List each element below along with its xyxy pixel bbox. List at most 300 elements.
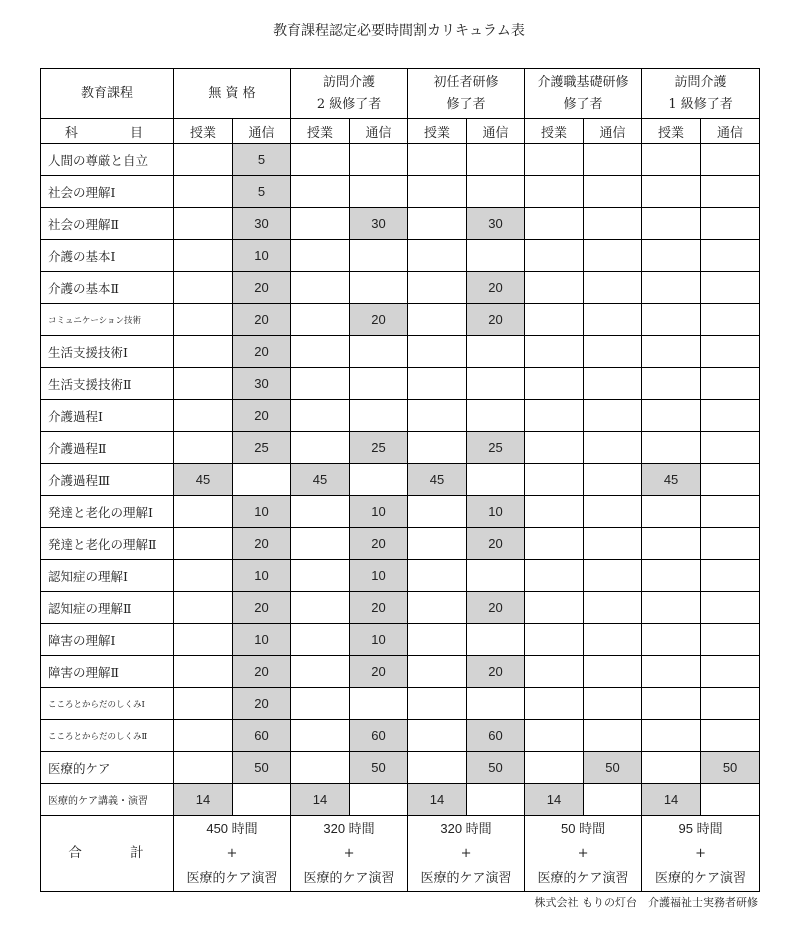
lecture-hours-cell <box>291 368 350 400</box>
lecture-hours-cell <box>642 400 701 432</box>
total-note: 医療的ケア演習 <box>420 871 512 886</box>
correspondence-hours-cell <box>584 400 642 432</box>
correspondence-header: 通信 <box>467 119 525 144</box>
table-row <box>41 720 760 752</box>
correspondence-hours-cell <box>584 432 642 464</box>
lecture-hours-cell <box>642 208 701 240</box>
lecture-hours-cell <box>525 432 584 464</box>
correspondence-hours-cell: 25 <box>233 432 291 464</box>
lecture-hours-cell <box>408 176 467 208</box>
correspondence-hours-cell <box>467 240 525 272</box>
lecture-hours-cell <box>174 336 233 368</box>
correspondence-hours-cell <box>584 464 642 496</box>
total-note: 医療的ケア演習 <box>303 871 395 886</box>
correspondence-hours-cell <box>701 368 760 400</box>
correspondence-hours-cell <box>350 784 408 816</box>
correspondence-hours-cell <box>701 208 760 240</box>
lecture-hours-cell <box>408 304 467 336</box>
correspondence-hours-cell <box>701 624 760 656</box>
lecture-hours-cell <box>291 176 350 208</box>
correspondence-hours-cell <box>701 304 760 336</box>
correspondence-hours-cell: 20 <box>350 592 408 624</box>
lecture-hours-cell <box>642 176 701 208</box>
lecture-hours-cell <box>525 720 584 752</box>
correspondence-hours-cell <box>584 560 642 592</box>
lecture-hours-cell: 14 <box>408 784 467 816</box>
lecture-hours-cell <box>174 432 233 464</box>
lecture-hours-cell <box>525 528 584 560</box>
lecture-hours-cell <box>174 272 233 304</box>
lecture-header: 授業 <box>642 119 701 144</box>
lecture-hours-cell <box>291 560 350 592</box>
lecture-hours-cell <box>408 592 467 624</box>
subject-cell: コミュニケーション技術 <box>41 304 174 336</box>
lecture-hours-cell <box>525 144 584 176</box>
total-hours: 95 時間 <box>678 821 723 836</box>
correspondence-hours-cell <box>584 240 642 272</box>
table-row <box>41 144 760 176</box>
lecture-hours-cell <box>174 688 233 720</box>
subject-cell: 医療的ケア <box>41 752 174 784</box>
correspondence-hours-cell <box>350 688 408 720</box>
lecture-hours-cell <box>174 656 233 688</box>
correspondence-hours-cell <box>701 656 760 688</box>
subject-cell: こころとからだのしくみⅠ <box>41 688 174 720</box>
table-row <box>41 656 760 688</box>
correspondence-hours-cell: 20 <box>233 656 291 688</box>
correspondence-header: 通信 <box>350 119 408 144</box>
correspondence-hours-cell: 25 <box>350 432 408 464</box>
total-cell <box>291 816 408 892</box>
subject-cell: 介護の基本Ⅱ <box>41 272 174 304</box>
lecture-hours-cell: 45 <box>174 464 233 496</box>
lecture-hours-cell <box>642 720 701 752</box>
correspondence-hours-cell <box>701 432 760 464</box>
lecture-hours-cell <box>291 400 350 432</box>
group-header-line2: 修了者 <box>563 96 603 112</box>
correspondence-hours-cell: 20 <box>467 592 525 624</box>
lecture-hours-cell <box>408 208 467 240</box>
total-hours: 450 時間 <box>206 821 258 836</box>
correspondence-hours-cell: 20 <box>467 304 525 336</box>
lecture-header: 授業 <box>174 119 233 144</box>
correspondence-hours-cell <box>350 368 408 400</box>
table-row <box>41 176 760 208</box>
correspondence-hours-cell <box>701 528 760 560</box>
lecture-hours-cell <box>408 432 467 464</box>
group-header <box>291 69 408 119</box>
table-row <box>41 208 760 240</box>
correspondence-hours-cell: 5 <box>233 176 291 208</box>
lecture-hours-cell <box>174 240 233 272</box>
correspondence-hours-cell <box>584 304 642 336</box>
correspondence-hours-cell <box>233 784 291 816</box>
correspondence-hours-cell: 20 <box>233 528 291 560</box>
lecture-hours-cell: 14 <box>642 784 701 816</box>
subject-cell: 介護の基本Ⅰ <box>41 240 174 272</box>
total-hours: 320 時間 <box>323 821 375 836</box>
correspondence-hours-cell <box>701 592 760 624</box>
lecture-header: 授業 <box>408 119 467 144</box>
lecture-hours-cell <box>291 496 350 528</box>
correspondence-hours-cell <box>701 272 760 304</box>
group-header-line1: 初任者研修 <box>433 74 499 90</box>
lecture-hours-cell: 45 <box>291 464 350 496</box>
lecture-hours-cell <box>525 336 584 368</box>
correspondence-hours-cell <box>233 464 291 496</box>
table-row <box>41 624 760 656</box>
lecture-hours-cell <box>408 656 467 688</box>
group-header-line2: 1 級修了者 <box>668 96 733 112</box>
lecture-hours-cell <box>642 496 701 528</box>
lecture-hours-cell <box>408 144 467 176</box>
correspondence-hours-cell: 30 <box>467 208 525 240</box>
lecture-hours-cell <box>525 560 584 592</box>
correspondence-hours-cell <box>584 656 642 688</box>
lecture-hours-cell <box>642 528 701 560</box>
total-row <box>41 816 760 892</box>
subject-cell: 障害の理解Ⅱ <box>41 656 174 688</box>
correspondence-hours-cell <box>584 528 642 560</box>
correspondence-hours-cell: 20 <box>467 528 525 560</box>
lecture-header: 授業 <box>525 119 584 144</box>
lecture-hours-cell <box>525 752 584 784</box>
subject-cell: 社会の理解Ⅱ <box>41 208 174 240</box>
correspondence-hours-cell: 20 <box>233 336 291 368</box>
lecture-hours-cell <box>642 624 701 656</box>
lecture-hours-cell <box>174 400 233 432</box>
group-header <box>408 69 525 119</box>
correspondence-hours-cell <box>467 368 525 400</box>
lecture-hours-cell <box>174 496 233 528</box>
lecture-hours-cell <box>642 272 701 304</box>
lecture-hours-cell <box>642 368 701 400</box>
header-row <box>41 69 760 119</box>
correspondence-hours-cell <box>467 688 525 720</box>
table-row <box>41 688 760 720</box>
correspondence-hours-cell: 20 <box>233 304 291 336</box>
table-row <box>41 752 760 784</box>
correspondence-hours-cell: 10 <box>233 560 291 592</box>
table-row <box>41 272 760 304</box>
correspondence-hours-cell: 60 <box>467 720 525 752</box>
correspondence-hours-cell <box>350 240 408 272</box>
lecture-hours-cell <box>291 208 350 240</box>
correspondence-hours-cell <box>701 496 760 528</box>
correspondence-hours-cell: 20 <box>467 272 525 304</box>
correspondence-hours-cell <box>350 464 408 496</box>
correspondence-hours-cell <box>701 560 760 592</box>
subject-cell: 生活支援技術Ⅱ <box>41 368 174 400</box>
correspondence-hours-cell <box>467 464 525 496</box>
correspondence-hours-cell: 20 <box>350 304 408 336</box>
correspondence-hours-cell <box>584 496 642 528</box>
correspondence-hours-cell: 20 <box>350 528 408 560</box>
correspondence-hours-cell <box>701 336 760 368</box>
group-header <box>525 69 642 119</box>
correspondence-hours-cell: 50 <box>701 752 760 784</box>
subheader-row <box>41 119 760 144</box>
group-header <box>174 69 291 119</box>
lecture-hours-cell: 14 <box>525 784 584 816</box>
correspondence-hours-cell: 10 <box>350 496 408 528</box>
lecture-hours-cell <box>642 240 701 272</box>
group-header-line2: 修了者 <box>446 96 486 112</box>
lecture-hours-cell <box>642 592 701 624</box>
lecture-hours-cell <box>174 592 233 624</box>
subject-cell: 認知症の理解Ⅱ <box>41 592 174 624</box>
correspondence-hours-cell: 30 <box>233 208 291 240</box>
group-header <box>642 69 760 119</box>
correspondence-hours-cell <box>584 272 642 304</box>
subject-cell: 認知症の理解Ⅰ <box>41 560 174 592</box>
correspondence-hours-cell <box>467 624 525 656</box>
correspondence-hours-cell <box>701 144 760 176</box>
lecture-hours-cell <box>525 240 584 272</box>
correspondence-hours-cell <box>701 464 760 496</box>
lecture-hours-cell <box>174 176 233 208</box>
correspondence-hours-cell <box>350 400 408 432</box>
lecture-hours-cell <box>408 720 467 752</box>
total-plus: + <box>695 846 706 861</box>
table-row <box>41 496 760 528</box>
footer-credit: 株式会社 もりの灯台 介護福祉士実務者研修 <box>534 896 758 909</box>
correspondence-hours-cell: 10 <box>350 624 408 656</box>
lecture-hours-cell <box>525 304 584 336</box>
lecture-hours-cell <box>408 688 467 720</box>
correspondence-hours-cell: 25 <box>467 432 525 464</box>
lecture-hours-cell <box>642 144 701 176</box>
correspondence-hours-cell <box>584 208 642 240</box>
lecture-hours-cell <box>642 752 701 784</box>
subject-cell: 介護過程Ⅲ <box>41 464 174 496</box>
correspondence-hours-cell <box>701 688 760 720</box>
lecture-hours-cell <box>525 208 584 240</box>
lecture-hours-cell <box>525 656 584 688</box>
correspondence-hours-cell <box>350 144 408 176</box>
table-row <box>41 528 760 560</box>
correspondence-hours-cell: 30 <box>350 208 408 240</box>
group-header-line1: 無 資 格 <box>208 85 256 101</box>
lecture-hours-cell <box>642 656 701 688</box>
lecture-hours-cell: 14 <box>291 784 350 816</box>
lecture-hours-cell <box>174 624 233 656</box>
lecture-hours-cell <box>408 496 467 528</box>
correspondence-hours-cell <box>584 336 642 368</box>
correspondence-hours-cell <box>584 720 642 752</box>
table-row <box>41 400 760 432</box>
lecture-hours-cell <box>291 624 350 656</box>
correspondence-hours-cell: 50 <box>467 752 525 784</box>
lecture-hours-cell <box>174 144 233 176</box>
table-row <box>41 368 760 400</box>
correspondence-hours-cell <box>467 560 525 592</box>
lecture-hours-cell <box>291 336 350 368</box>
lecture-hours-cell <box>408 752 467 784</box>
table-row <box>41 304 760 336</box>
total-cell <box>174 816 291 892</box>
correspondence-hours-cell <box>467 336 525 368</box>
group-header-line1: 介護職基礎研修 <box>537 74 629 90</box>
lecture-hours-cell <box>525 176 584 208</box>
subject-cell: 医療的ケア講義・演習 <box>41 784 174 816</box>
curriculum-table <box>40 68 760 892</box>
lecture-hours-cell <box>525 272 584 304</box>
correspondence-hours-cell: 50 <box>350 752 408 784</box>
lecture-hours-cell <box>408 336 467 368</box>
lecture-hours-cell <box>408 240 467 272</box>
lecture-hours-cell <box>291 720 350 752</box>
subject-cell: 生活支援技術Ⅰ <box>41 336 174 368</box>
subject-cell: 発達と老化の理解Ⅰ <box>41 496 174 528</box>
correspondence-hours-cell <box>584 592 642 624</box>
lecture-hours-cell <box>525 688 584 720</box>
correspondence-hours-cell <box>467 144 525 176</box>
lecture-hours-cell <box>291 432 350 464</box>
group-header-line1: 訪問介護 <box>674 74 727 90</box>
correspondence-header: 通信 <box>233 119 291 144</box>
group-header-line2: 2 級修了者 <box>316 96 382 112</box>
table-row <box>41 560 760 592</box>
total-note: 医療的ケア演習 <box>537 871 629 886</box>
total-plus: + <box>226 846 238 861</box>
lecture-hours-cell <box>642 336 701 368</box>
lecture-hours-cell <box>291 752 350 784</box>
correspondence-hours-cell: 10 <box>233 624 291 656</box>
table-row <box>41 240 760 272</box>
total-cell <box>525 816 642 892</box>
correspondence-hours-cell: 10 <box>350 560 408 592</box>
lecture-hours-cell <box>408 368 467 400</box>
lecture-hours-cell: 14 <box>174 784 233 816</box>
lecture-hours-cell <box>408 624 467 656</box>
correspondence-hours-cell <box>701 784 760 816</box>
lecture-hours-cell <box>291 304 350 336</box>
correspondence-hours-cell: 10 <box>467 496 525 528</box>
lecture-hours-cell <box>174 304 233 336</box>
lecture-hours-cell: 45 <box>642 464 701 496</box>
lecture-hours-cell <box>525 368 584 400</box>
correspondence-hours-cell <box>701 720 760 752</box>
correspondence-hours-cell <box>467 784 525 816</box>
correspondence-hours-cell: 20 <box>233 688 291 720</box>
correspondence-hours-cell: 20 <box>350 656 408 688</box>
total-cell <box>642 816 760 892</box>
total-hours: 50 時間 <box>561 821 606 836</box>
subject-cell: 人間の尊厳と自立 <box>41 144 174 176</box>
total-note: 医療的ケア演習 <box>655 871 747 886</box>
lecture-hours-cell <box>291 240 350 272</box>
lecture-hours-cell <box>525 400 584 432</box>
correspondence-hours-cell <box>350 336 408 368</box>
correspondence-hours-cell <box>467 400 525 432</box>
lecture-hours-cell <box>642 304 701 336</box>
total-plus: + <box>460 846 472 861</box>
correspondence-hours-cell <box>584 368 642 400</box>
lecture-hours-cell <box>291 592 350 624</box>
correspondence-hours-cell <box>350 272 408 304</box>
lecture-hours-cell <box>291 272 350 304</box>
correspondence-hours-cell: 50 <box>233 752 291 784</box>
correspondence-hours-cell: 60 <box>350 720 408 752</box>
correspondence-header: 通信 <box>584 119 642 144</box>
lecture-hours-cell <box>642 560 701 592</box>
lecture-header: 授業 <box>291 119 350 144</box>
correspondence-hours-cell <box>350 176 408 208</box>
table-row <box>41 784 760 816</box>
total-plus: + <box>577 846 589 861</box>
correspondence-hours-cell <box>584 688 642 720</box>
lecture-hours-cell <box>174 560 233 592</box>
subject-cell: 社会の理解Ⅰ <box>41 176 174 208</box>
total-cell <box>408 816 525 892</box>
lecture-hours-cell <box>291 656 350 688</box>
correspondence-hours-cell: 20 <box>233 592 291 624</box>
subject-cell: 介護過程Ⅰ <box>41 400 174 432</box>
total-hours: 320 時間 <box>440 821 492 836</box>
page-title: 教育課程認定必要時間割カリキュラム表 <box>273 23 525 39</box>
lecture-hours-cell <box>174 528 233 560</box>
correspondence-hours-cell <box>701 240 760 272</box>
correspondence-hours-cell <box>701 400 760 432</box>
lecture-hours-cell: 45 <box>408 464 467 496</box>
lecture-hours-cell <box>525 464 584 496</box>
lecture-hours-cell <box>291 688 350 720</box>
lecture-hours-cell <box>642 432 701 464</box>
correspondence-hours-cell: 60 <box>233 720 291 752</box>
lecture-hours-cell <box>408 528 467 560</box>
correspondence-header: 通信 <box>701 119 760 144</box>
lecture-hours-cell <box>642 688 701 720</box>
correspondence-hours-cell <box>584 144 642 176</box>
lecture-hours-cell <box>174 752 233 784</box>
group-header-line1: 訪問介護 <box>323 74 376 90</box>
lecture-hours-cell <box>525 592 584 624</box>
table-row <box>41 464 760 496</box>
correspondence-hours-cell: 20 <box>233 272 291 304</box>
correspondence-hours-cell: 10 <box>233 496 291 528</box>
correspondence-hours-cell <box>467 176 525 208</box>
correspondence-hours-cell <box>584 176 642 208</box>
subject-cell: こころとからだのしくみⅡ <box>41 720 174 752</box>
lecture-hours-cell <box>174 720 233 752</box>
lecture-hours-cell <box>525 496 584 528</box>
total-note: 医療的ケア演習 <box>186 871 278 886</box>
correspondence-hours-cell: 50 <box>584 752 642 784</box>
correspondence-hours-cell <box>701 176 760 208</box>
correspondence-hours-cell: 30 <box>233 368 291 400</box>
correspondence-hours-cell: 20 <box>467 656 525 688</box>
correspondence-hours-cell: 5 <box>233 144 291 176</box>
lecture-hours-cell <box>174 368 233 400</box>
lecture-hours-cell <box>174 208 233 240</box>
lecture-hours-cell <box>408 272 467 304</box>
lecture-hours-cell <box>408 400 467 432</box>
correspondence-hours-cell: 20 <box>233 400 291 432</box>
subject-label: 科 目 <box>41 119 174 144</box>
lecture-hours-cell <box>291 528 350 560</box>
lecture-hours-cell <box>525 624 584 656</box>
correspondence-hours-cell: 10 <box>233 240 291 272</box>
correspondence-hours-cell <box>584 624 642 656</box>
lecture-hours-cell <box>291 144 350 176</box>
lecture-hours-cell <box>408 560 467 592</box>
table-row <box>41 592 760 624</box>
course-label: 教育課程 <box>41 69 174 119</box>
subject-cell: 障害の理解Ⅰ <box>41 624 174 656</box>
correspondence-hours-cell <box>584 784 642 816</box>
subject-cell: 発達と老化の理解Ⅱ <box>41 528 174 560</box>
